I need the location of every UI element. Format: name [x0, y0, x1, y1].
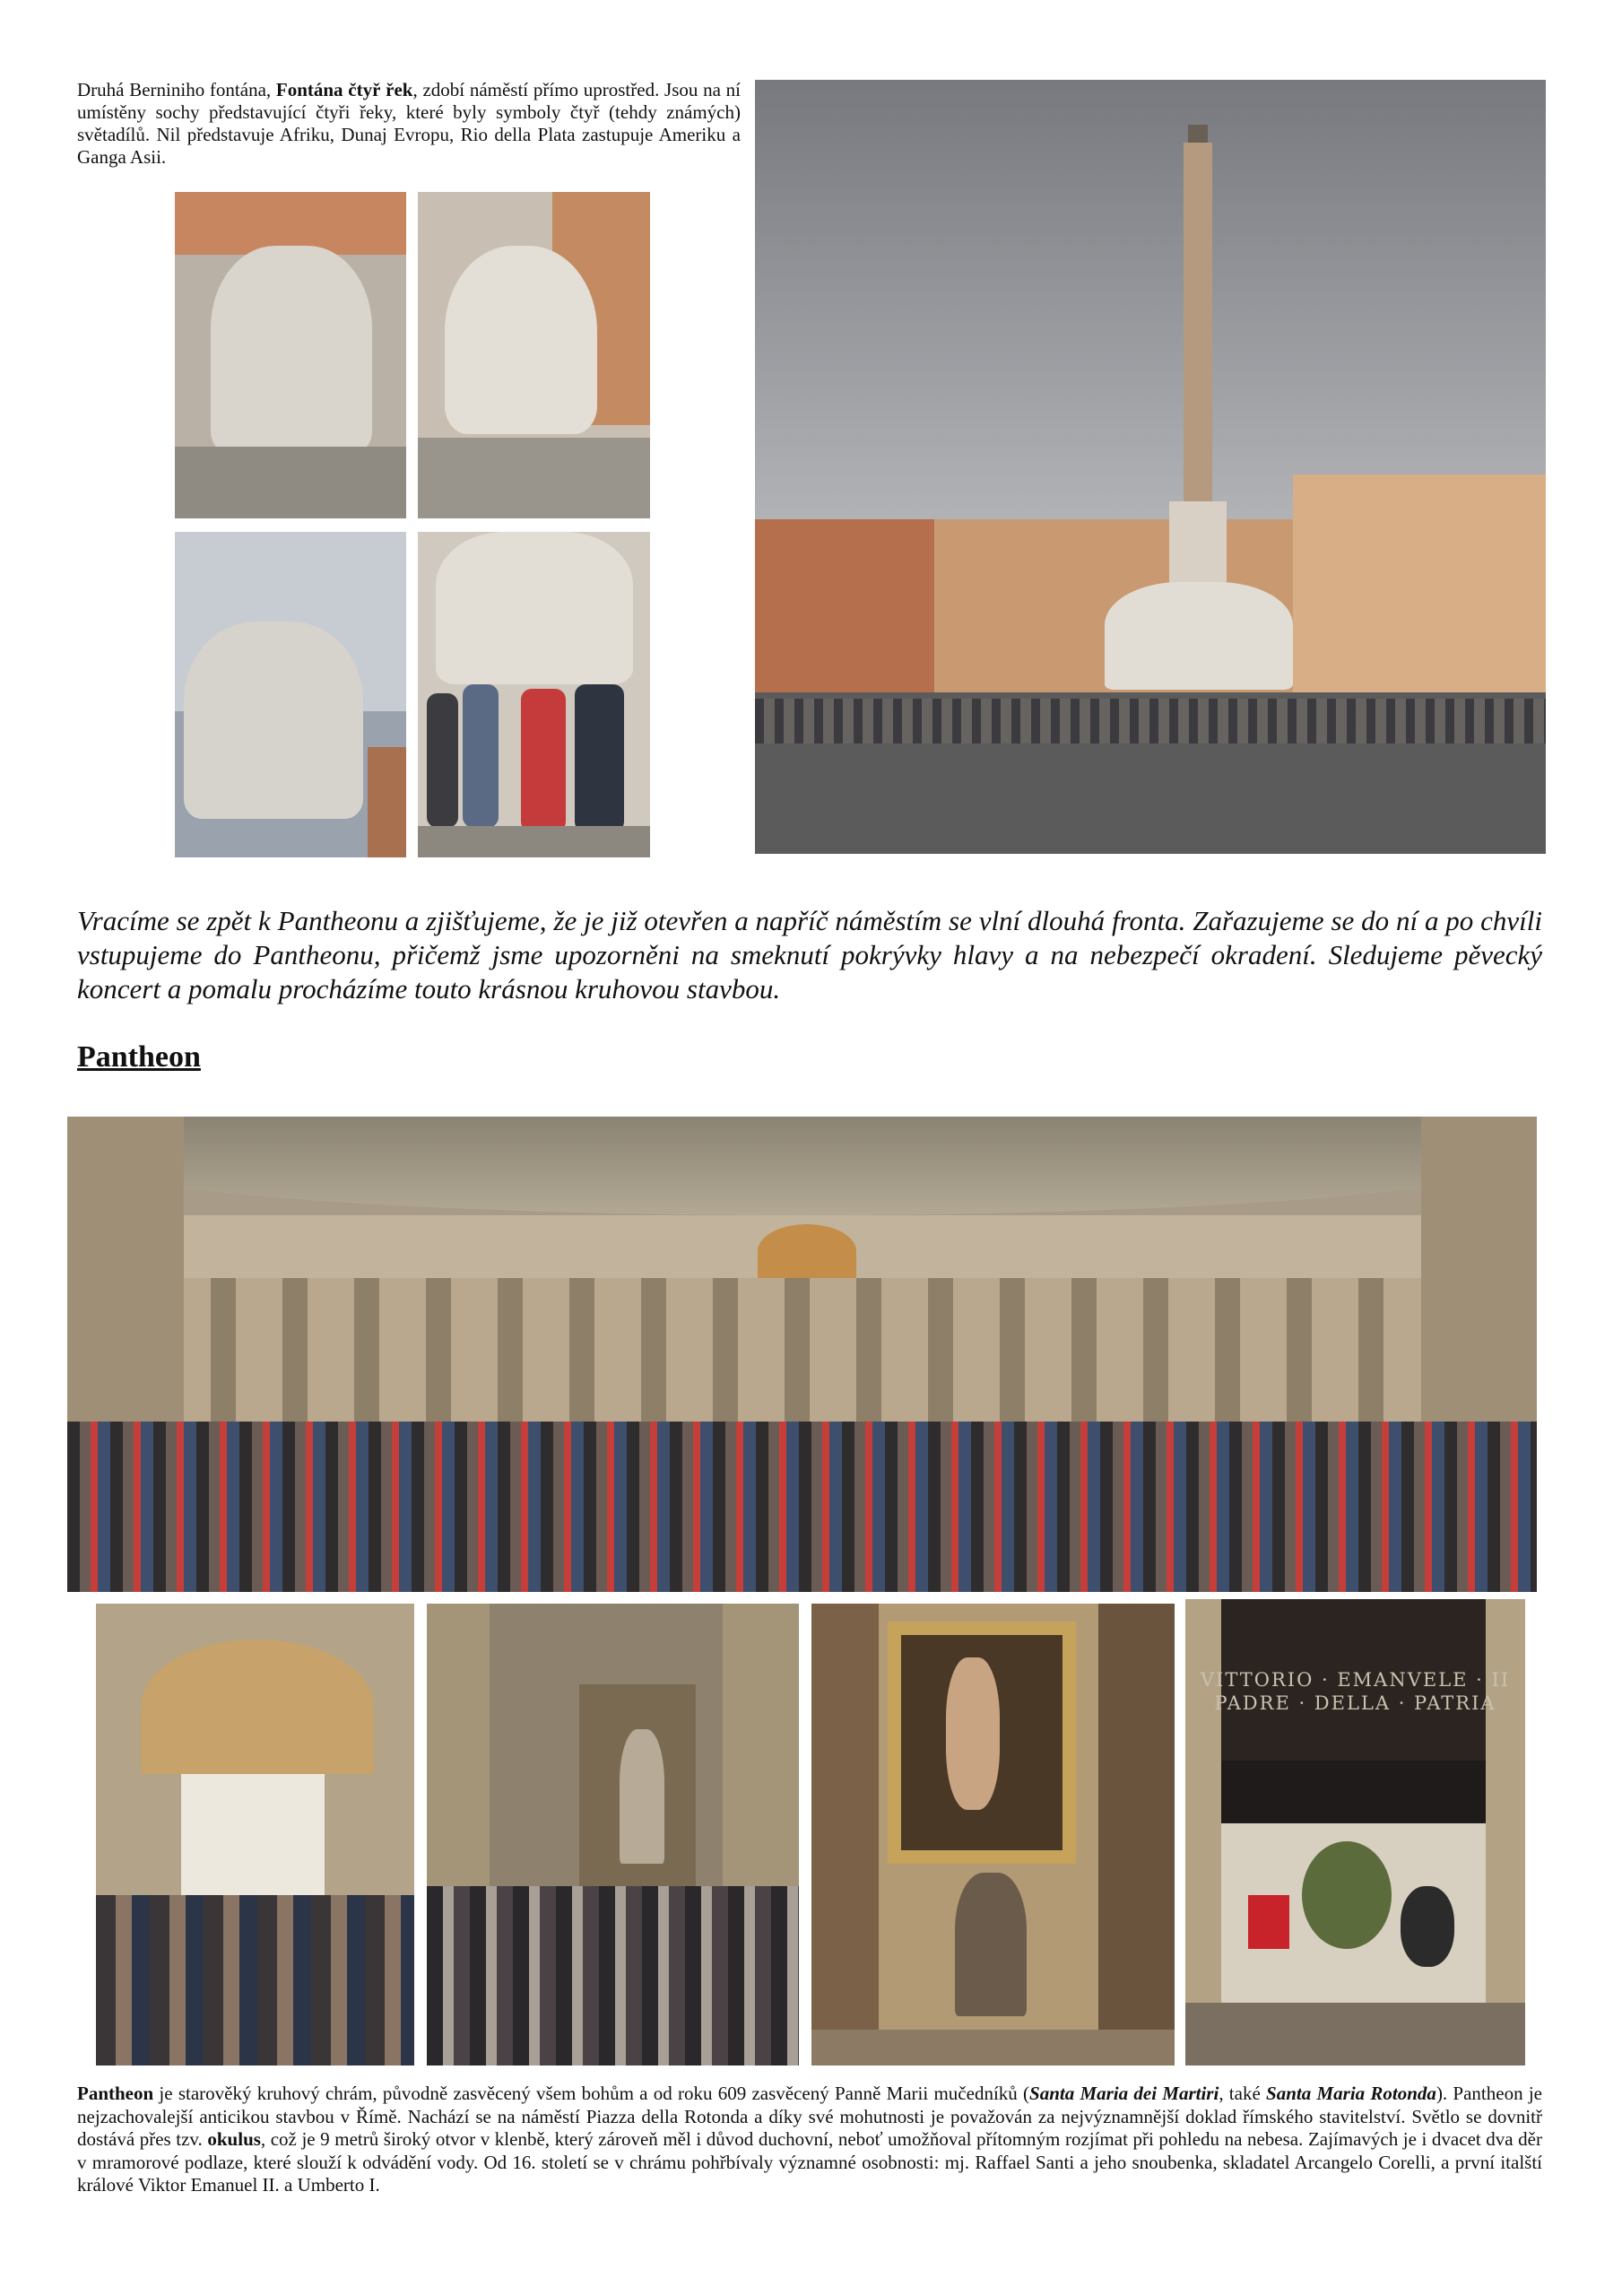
photo-piazza-navona-obelisk: [755, 80, 1546, 854]
photo-fountain-statue-1: [175, 192, 406, 518]
photo-vittorio-emanuele-tomb: [1185, 1599, 1525, 2066]
caption-text-3: ). Pantheon je nejzachovalejší anticikou stavbou v Římě. Nachází se na náměstí Piazza della Rotonda a díky své mohutnosti je považován za nejvýznamnější doklad římského stavitelství. Světlo se dovnitř dostává přes tzv.: [77, 2083, 1542, 2150]
tomb-inscription-line-2: PADRE · DELLA · PATRIA: [1214, 1692, 1496, 1714]
photo-fountain-statue-3: [175, 532, 406, 857]
intro-paragraph: [77, 79, 741, 169]
caption-bold-santa-maria-dei-martiri: Santa Maria dei Martiri: [1029, 2083, 1219, 2104]
photo-pantheon-concert: [427, 1604, 799, 2066]
caption-bold-pantheon: Pantheon: [77, 2083, 154, 2104]
photo-fountain-statue-2: [418, 192, 650, 518]
caption-text-4: , což je 9 metrů široký otvor v klenbě, který zároveň měl i důvod duchovní, neboť umožňoval přítomným rozjímat při pohledu na nebesa. Zajímavých je i dvacet dva děr v mramorové podlaze, které slouží k odvádění vody. Od 16. století se v chrámu pohřbívaly významné osobnosti: mj. Raffael Santi a jeho snoubenka, skladatel Arcangelo Corelli, a první italští králové Viktor Emanuel II. a Umberto I.: [77, 2128, 1542, 2196]
intro-text-1: Druhá Berniniho fontána,: [77, 79, 276, 100]
intro-text-2: , zdobí náměstí přímo uprostřed. Jsou na ní umístěny sochy představující čtyři řeky, které byly symboly čtyř (tehdy známých) světadílů. Nil představuje Afriku, Dunaj Evropu, Rio della Plata zastupuje Ameriku a Ganga Asii.: [77, 79, 741, 168]
caption-bold-santa-maria-rotonda: Santa Maria Rotonda: [1266, 2083, 1436, 2104]
photo-pantheon-apse-audience: [96, 1604, 414, 2066]
photo-pantheon-painting-angel: [811, 1604, 1175, 2066]
photo-pantheon-interior-panorama: [67, 1117, 1537, 1592]
caption-bold-okulus: okulus: [207, 2128, 261, 2150]
caption-text-2: , také: [1219, 2083, 1267, 2104]
pantheon-description: [77, 2083, 1542, 2197]
photo-fountain-crowd: [418, 532, 650, 857]
caption-text-1: je starověký kruhový chrám, původně zasvěcený všem bohům a od roku 609 zasvěcený Panně Marii mučedníků (: [153, 2083, 1030, 2104]
section-heading-pantheon: Pantheon: [77, 1040, 201, 1074]
narrative-paragraph: Vracíme se zpět k Pantheonu a zjišťujeme, že je již otevřen a napříč náměstím se vlní dlouhá fronta. Zařazujeme se do ní a po chvíli vstupujeme do Pantheonu, přičemž jsme upozorněni na smeknutí pokrývky hlavy a na nebezpečí okradení. Sledujeme pěvecký koncert a pomalu procházíme touto krásnou kruhovou stavbou.: [77, 905, 1542, 1004]
tomb-inscription-line-1: VITTORIO · EMANVELE · II: [1200, 1669, 1511, 1691]
intro-bold-fountain: Fontána čtyř řek: [275, 79, 413, 100]
